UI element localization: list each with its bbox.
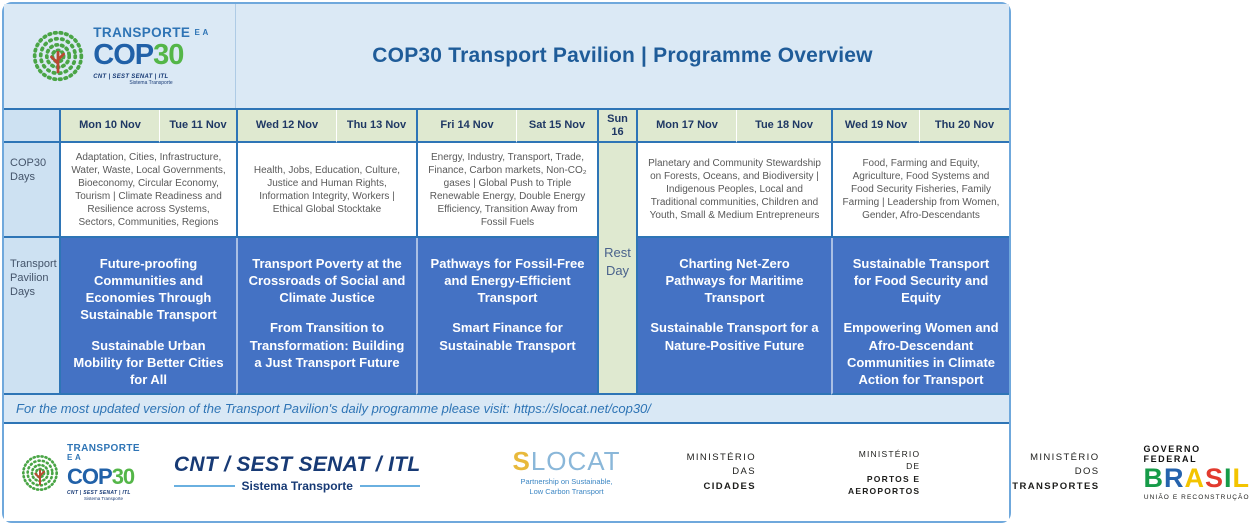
governo-federal-label: GOVERNO FEDERAL bbox=[1143, 444, 1201, 464]
cop30-days-cell-1: Health, Jobs, Education, Culture, Justice and Human Rights, Information Integrity, Workers | Ethical Global Stocktake bbox=[236, 143, 416, 238]
cnt-sest-senat-itl-logo bbox=[174, 453, 421, 493]
pavilion-cell-3-title2: Sustainable Transport for a Nature-Positive Future bbox=[650, 320, 819, 353]
slocat-s-icon: S bbox=[512, 446, 531, 477]
slocat-logo: SLOCAT Partnership on Sustainable, Low Carbon Transport bbox=[512, 446, 621, 496]
pavilion-cell-2-title1: Pathways for Fossil-Free and Energy-Efficient Transport bbox=[430, 256, 585, 306]
brand-sistema-line: Sistema Transporte bbox=[129, 79, 173, 86]
programme-table bbox=[4, 108, 1009, 424]
date-cell-thu20: Thu 20 Nov bbox=[919, 110, 1009, 143]
pavilion-cell-1-title2: From Transition to Transformation: Building a Just Transport Future bbox=[249, 320, 405, 370]
slocat-subtitle-1: Partnership on Sustainable, bbox=[520, 477, 613, 487]
ministry-portos-logo: MINISTÉRIO DE PORTOS E AEROPORTOS bbox=[848, 448, 921, 496]
pavilion-cell-4 bbox=[831, 238, 1009, 395]
pavilion-cell-0-title2: Sustainable Urban Mobility for Better Cities for All bbox=[73, 337, 224, 387]
date-cell-wed12: Wed 12 Nov bbox=[236, 110, 336, 143]
row-label-pavilion-days: Transport Pavilion Days bbox=[4, 238, 59, 395]
date-cell-mon17: Mon 17 Nov bbox=[636, 110, 736, 143]
pavilion-cell-3-title1: Charting Net-Zero Pathways for Maritime Transport bbox=[665, 256, 804, 306]
cop30-days-cell-4: Food, Farming and Equity, Agriculture, Food Systems and Food Security Fisheries, Family Farming | Leadership from Women, Gender, Afro-Descendants bbox=[831, 143, 1009, 238]
tree-icon bbox=[20, 453, 60, 493]
corner-cell bbox=[4, 110, 59, 143]
cop30-logo-footer: TRANSPORTE $^{E A}$ COP30 CNT | SEST SENAT | ITL Sistema Transporte bbox=[20, 444, 140, 502]
governo-federal-brasil-logo bbox=[1143, 444, 1250, 501]
brasil-wordmark: BRASIL bbox=[1143, 463, 1250, 493]
date-cell-wed19: Wed 19 Nov bbox=[831, 110, 919, 143]
cnt-logo-name: CNT / SEST SENAT / ITL bbox=[173, 452, 421, 476]
ministry-transportes-logo: MINISTÉRIO DOS TRANSPORTES bbox=[1012, 452, 1100, 492]
rule-line bbox=[360, 485, 421, 487]
pavilion-cell-1-title1: Transport Poverty at the Crossroads of Social and Climate Justice bbox=[248, 256, 406, 306]
brand-cop30: COP30 bbox=[93, 38, 184, 71]
slocat-url-link[interactable]: https://slocat.net/cop30/ bbox=[513, 401, 651, 416]
footer-note bbox=[4, 395, 1009, 422]
pavilion-cell-4-title1: Sustainable Transport for Food Security and Equity bbox=[852, 256, 990, 306]
date-cell-sat15: Sat 15 Nov bbox=[516, 110, 597, 143]
footer-note-text: For the most updated version of the Transport Pavilion's daily programme please visit: bbox=[16, 401, 510, 416]
rule-line bbox=[174, 485, 235, 487]
brand-transporte: TRANSPORTE E A bbox=[93, 25, 209, 41]
date-cell-sun16: Sun 16 bbox=[597, 110, 636, 143]
pavilion-cell-0 bbox=[59, 238, 236, 395]
pavilion-cell-4-title2: Empowering Women and Afro-Descendant Communities in Climate Action for Transport bbox=[843, 320, 999, 387]
brand-cnt-line: CNT | SEST SENAT | ITL bbox=[93, 73, 169, 80]
page-title: COP30 Transport Pavilion | Programme Overview bbox=[372, 44, 873, 67]
ministry-cidades-logo: MINISTÉRIO DAS CIDADES bbox=[686, 452, 756, 492]
page bbox=[2, 2, 1250, 523]
pavilion-cell-2-title2: Smart Finance for Sustainable Transport bbox=[439, 320, 576, 353]
cop30-brand bbox=[30, 26, 208, 86]
rest-day-cell: Rest Day bbox=[597, 143, 636, 395]
date-cell-tue11: Tue 11 Nov bbox=[159, 110, 236, 143]
cnt-logo-subtitle: Sistema Transporte bbox=[241, 478, 353, 493]
cop30-days-cell-2: Energy, Industry, Transport, Trade, Finance, Carbon markets, Non-CO₂ gases | Global Push to Triple Renewable Energy, Double Energy Efficiency, Transition Away from Fossil Fuels bbox=[416, 143, 597, 238]
pavilion-cell-2 bbox=[416, 238, 597, 395]
date-cell-thu13: Thu 13 Nov bbox=[336, 110, 416, 143]
cop30-days-cell-0: Adaptation, Cities, Infrastructure, Water, Waste, Local Governments, Bioeconomy, Circular Economy, Tourism | Climate Readiness and Resilience across Systems, Sectors, Communities, Regions bbox=[59, 143, 236, 238]
pavilion-cell-1 bbox=[236, 238, 416, 395]
date-cell-fri14: Fri 14 Nov bbox=[416, 110, 516, 143]
date-cell-tue18: Tue 18 Nov bbox=[736, 110, 831, 143]
pavilion-cell-3 bbox=[636, 238, 831, 395]
pavilion-cell-0-title1: Future-proofing Communities and Economies Through Sustainable Transport bbox=[80, 256, 217, 323]
uniao-reconstrucao-label: UNIÃO E RECONSTRUÇÃO bbox=[1143, 494, 1250, 501]
header bbox=[4, 4, 1009, 108]
cop30-days-cell-3: Planetary and Community Stewardship on Forests, Oceans, and Biodiversity | Indigenous Peoples, Local and Traditional communities, Children and Youth, Small & Medium Entrepreneurs bbox=[636, 143, 831, 238]
date-cell-mon10: Mon 10 Nov bbox=[59, 110, 159, 143]
tree-icon bbox=[30, 28, 86, 84]
slocat-subtitle-2: Low Carbon Transport bbox=[529, 487, 604, 496]
cop30-logo bbox=[4, 4, 236, 108]
partner-logo-strip bbox=[4, 424, 1250, 521]
row-label-cop30-days: COP30 Days bbox=[4, 143, 59, 238]
